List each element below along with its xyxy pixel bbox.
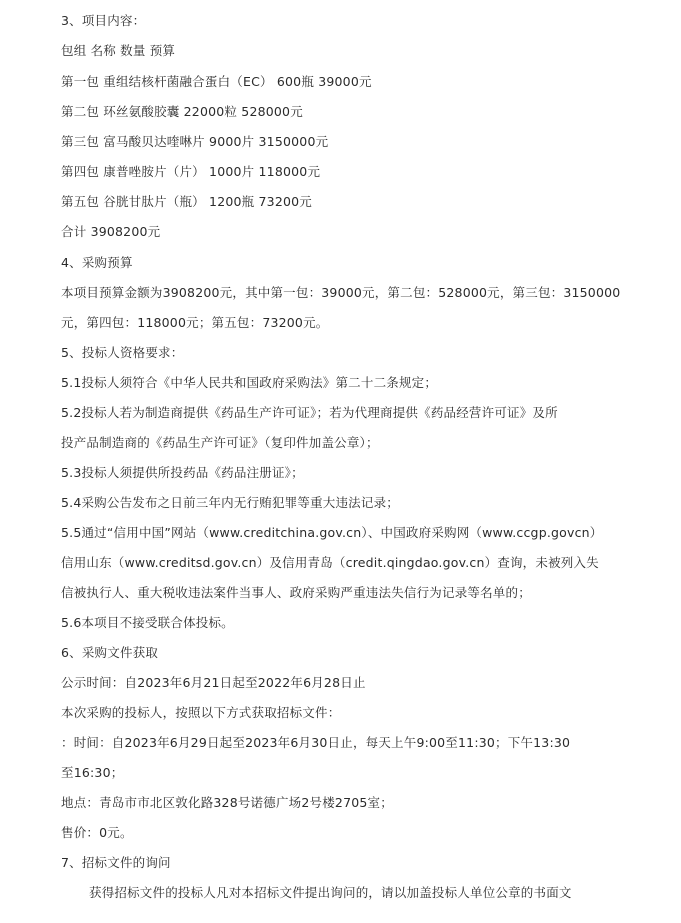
total-row: 合计 3908200元 [61, 224, 161, 239]
package-row-4: 第四包 康普唑胺片（片） 1000片 118000元 [61, 164, 321, 179]
qualification-5-2-line-1: 5.2投标人若为制造商提供《药品生产许可证》；若为代理商提供《药品经营许可证》及所 [61, 405, 558, 420]
qualification-5-5-line-1: 5.5通过“信用中国”网站（www.creditchina.gov.cn）、中国政府采购网（www.ccgp.govcn） [61, 525, 603, 540]
qualification-5-5-line-2: 信用山东（www.creditsd.gov.cn）及信用青岛（credit.qingdao.gov.cn）查询，未被列入失 [61, 555, 599, 570]
section-heading-qualification: 5、投标人资格要求： [61, 345, 184, 360]
package-row-1: 第一包 重组结核杆菌融合蛋白（EC） 600瓶 39000元 [61, 74, 372, 89]
section-heading-document-acquisition: 6、采购文件获取 [61, 645, 159, 660]
qualification-5-2-line-2: 投产品制造商的《药品生产许可证》（复印件加盖公章）； [61, 435, 379, 450]
section-heading-inquiry: 7、招标文件的询问 [61, 855, 171, 870]
budget-paragraph-line-1: 本项目预算金额为3908200元，其中第一包：39000元，第二包：528000元，第三包：3150000 [61, 285, 621, 300]
table-header-row: 包组 名称 数量 预算 [61, 43, 176, 58]
package-row-2: 第二包 环丝氨酸胶囊 22000粒 528000元 [61, 104, 303, 119]
notice-period: 公示时间：自2023年6月21日起至2022年6月28日止 [61, 675, 366, 690]
qualification-5-4: 5.4采购公告发布之日前三年内无行贿犯罪等重大违法记录； [61, 495, 399, 510]
acquisition-location: 地点：青岛市市北区敦化路328号诺德广场2号楼2705室； [61, 795, 393, 810]
section-heading-project-content: 3、项目内容： [61, 13, 146, 28]
qualification-5-6: 5.6本项目不接受联合体投标。 [61, 615, 234, 630]
package-row-5: 第五包 谷胱甘肽片（瓶） 1200瓶 73200元 [61, 194, 312, 209]
package-row-3: 第三包 富马酸贝达喹啉片 9000片 3150000元 [61, 134, 329, 149]
document-price: 售价：0元。 [61, 825, 133, 840]
acquisition-method: 本次采购的投标人，按照以下方式获取招标文件： [61, 705, 341, 720]
qualification-5-1: 5.1投标人须符合《中华人民共和国政府采购法》第二十二条规定； [61, 375, 438, 390]
inquiry-paragraph-line-1: 获得招标文件的投标人凡对本招标文件提出询问的，请以加盖投标人单位公章的书面文 [89, 885, 572, 900]
section-heading-budget: 4、采购预算 [61, 255, 133, 270]
acquisition-time-line-2: 至16:30； [61, 765, 124, 780]
budget-paragraph-line-2: 元，第四包：118000元；第五包：73200元。 [61, 315, 329, 330]
qualification-5-3: 5.3投标人须提供所投药品《药品注册证》； [61, 465, 304, 480]
qualification-5-5-line-3: 信被执行人、重大税收违法案件当事人、政府采购严重违法失信行为记录等名单的； [61, 585, 531, 600]
acquisition-time-line-1: ：时间：自2023年6月29日起至2023年6月30日止，每天上午9:00至11:30；下午13:30 [61, 735, 571, 750]
